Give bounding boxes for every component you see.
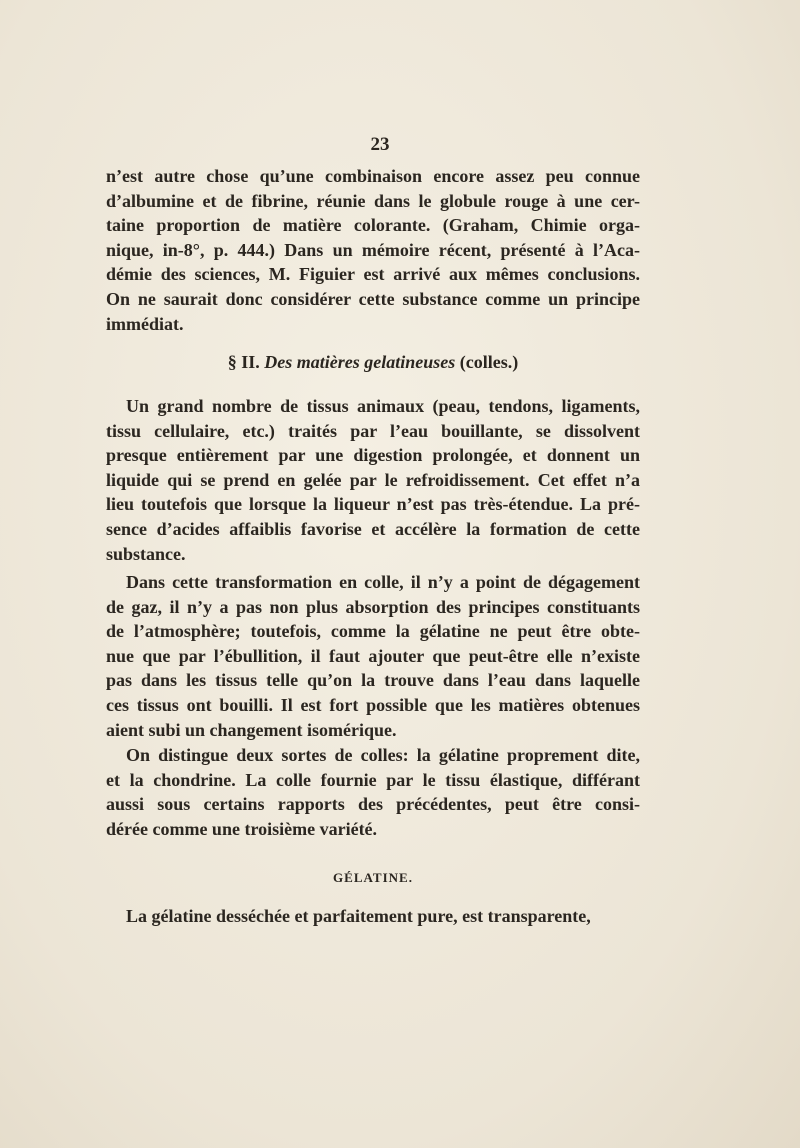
section-heading — [106, 352, 640, 373]
text-line: d’albumine et de fibrine, réunie dans le globule rouge à une cer- — [106, 190, 640, 211]
text-line: substance. — [106, 543, 186, 564]
text-line: nue que par l’ébullition, il faut ajouter que peut-être elle n’existe — [106, 645, 640, 666]
subheading: GÉLATINE. — [333, 870, 413, 885]
text-line: lieu toutefois que lorsque la liqueur n’est pas très-étendue. La pré- — [106, 494, 640, 515]
text-line: On ne saurait donc considérer cette substance comme un principe — [106, 288, 640, 309]
text-line: n’est autre chose qu’une combinaison encore assez peu connue — [106, 166, 640, 186]
text-line: Un grand nombre de tissus animaux (peau, tendons, ligaments, — [126, 396, 640, 416]
section-title: Des matières gelatineuses — [264, 352, 456, 372]
paragraph-1 — [106, 164, 640, 336]
text-line: de l’atmosphère; toutefois, comme la gélatine ne peut être obte- — [106, 621, 640, 642]
section-number: § II. — [227, 352, 260, 372]
text-line: tissu cellulaire, etc.) traités par l’eau bouillante, se dissolvent — [106, 420, 640, 441]
paragraph-3 — [106, 570, 640, 742]
paragraph-4 — [106, 743, 640, 841]
text-line: liquide qui se prend en gelée par le refroidissement. Cet effet n’a — [106, 469, 640, 490]
text-line: et la chondrine. La colle fournie par le tissu élastique, différant — [106, 769, 640, 790]
text-line: démie des sciences, M. Figuier est arrivé aux mêmes conclusions. — [106, 264, 640, 285]
text-line: aient subi un changement isomérique. — [106, 719, 397, 740]
section-title-suffix: (colles.) — [459, 352, 519, 372]
paragraph-2 — [106, 394, 640, 566]
page-number: 23 — [370, 134, 390, 155]
text-line: sence d’acides affaiblis favorise et accélère la formation de cette — [106, 518, 640, 539]
text-line: nique, in-8°, p. 444.) Dans un mémoire récent, présenté à l’Aca- — [106, 239, 640, 260]
text-line: taine proportion de matière colorante. (Graham, Chimie orga- — [106, 215, 640, 236]
text-line: ces tissus ont bouilli. Il est fort possible que les matières obtenues — [106, 694, 640, 715]
text-line: On distingue deux sortes de colles: la gélatine proprement dite, — [126, 745, 640, 765]
text-line: Dans cette transformation en colle, il n’y a point de dégagement — [126, 572, 640, 592]
text-line: pas dans les tissus telle qu’on la trouve dans l’eau dans laquelle — [106, 670, 640, 691]
text-line: dérée comme une troisième variété. — [106, 818, 378, 839]
text-line: immédiat. — [106, 313, 184, 334]
text-line: presque entièrement par une digestion prolongée, et donnent un — [106, 445, 640, 466]
text-line: de gaz, il n’y a pas non plus absorption des principes constituants — [106, 596, 640, 617]
text-line: La gélatine desséchée et parfaitement pure, est transparente, — [126, 906, 591, 926]
paragraph-5 — [106, 904, 640, 929]
text-line: aussi sous certains rapports des précédentes, peut être consi- — [106, 794, 640, 815]
